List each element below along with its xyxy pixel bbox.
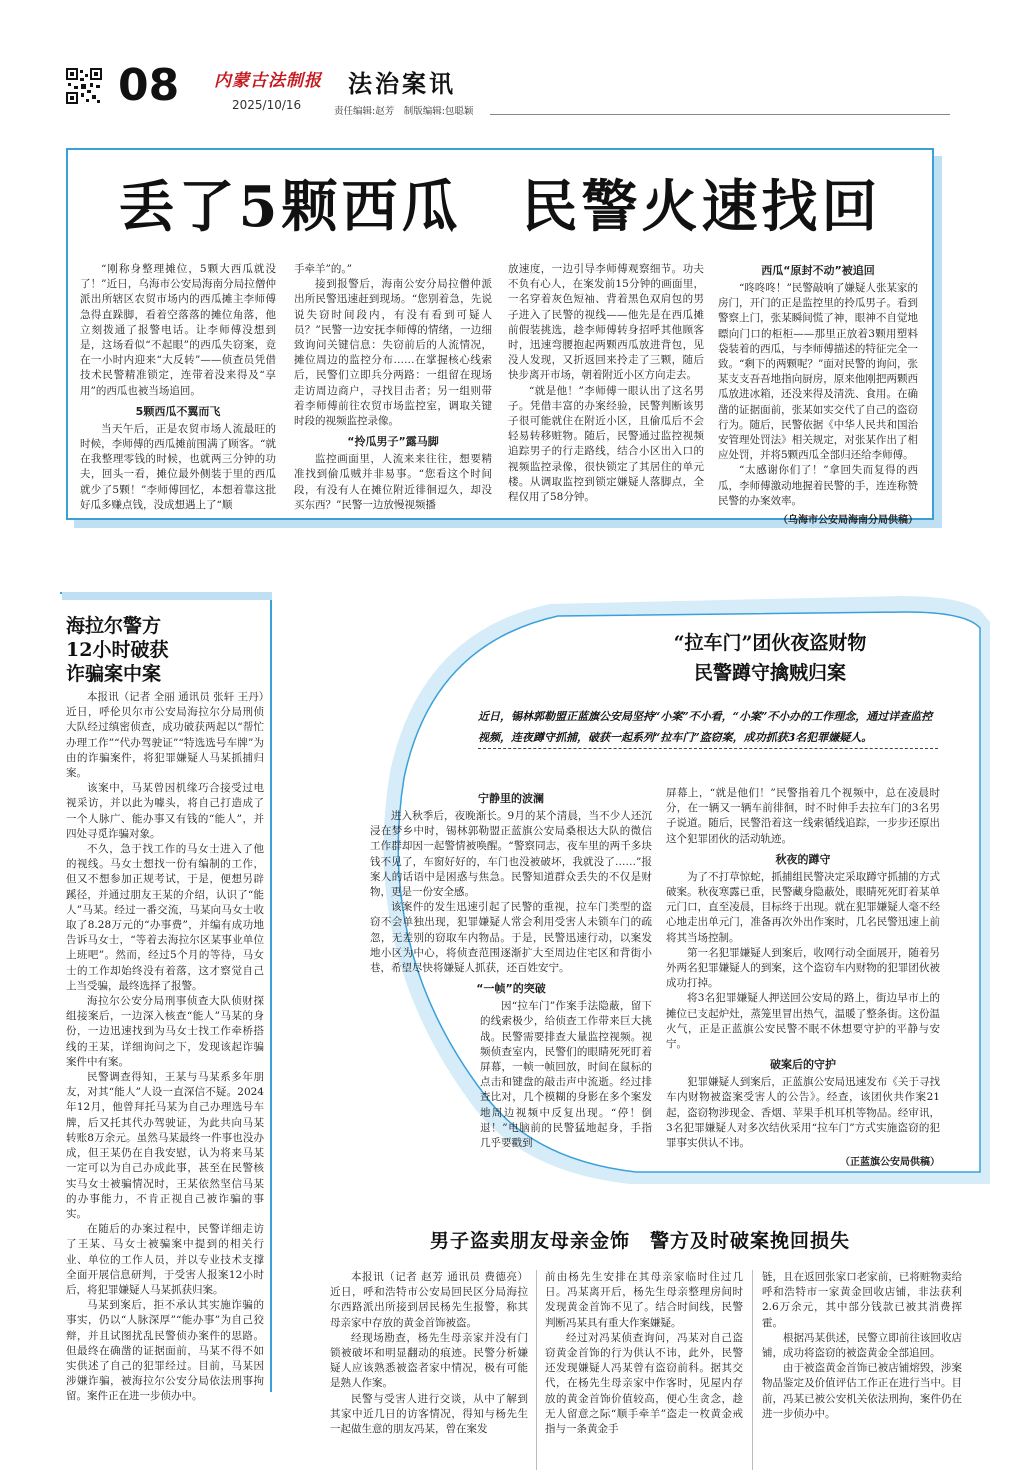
- left-article-body: [66, 690, 264, 1403]
- paragraph: 进入秋季后，夜晚渐长。9月的某个清晨，当不少人还沉浸在梦乡中时，锡林郭勒盟正蓝旗公安局桑根达大队的微信工作群却因一起警情被唤醒。“警察同志，夜车里的两千多块钱不见了，车窗好好的，车门也没被破坏，我就没了……”报案人的话语中是困惑与焦急。民警知道群众丢失的不仅是财物，更是一份安全感。: [370, 810, 652, 899]
- left-article-accent: [62, 592, 272, 600]
- issue-date: 2025/10/16: [232, 98, 302, 112]
- bottom-article-headline: 男子盗卖朋友母亲金饰 警方及时破案挽回损失: [429, 1230, 850, 1252]
- subheading: 秋夜的蹲守: [775, 852, 831, 866]
- subheading: 宁静里的波澜: [478, 792, 544, 805]
- bottom-article-column-1: [330, 1270, 528, 1480]
- paragraph: 第一名犯罪嫌疑人到案后，收网行动全面展开，随着另外两名犯罪嫌疑人的到案，这个盗窃车内财物的犯罪团伙被成功打掉。: [666, 946, 940, 990]
- article-credit: （正蓝旗公安局供稿）: [840, 1157, 940, 1169]
- headline-line: 民警蹲守擒贼归案: [693, 662, 846, 684]
- paragraph: 放速度，一边引导李师傅观察细节。功夫不负有心人，在案发前15分钟的画面里，一名穿着灰色短袖、背着黑色双肩包的男子进入了民警的视线——他先是在西瓜摊前假装挑选，趁李师傅转身招呼其他顾客时，迅速弯腰抱起两颗西瓜放进背包，见没人发现，又折返回来拎走了三颗，随后快步离开市场，朝着附近小区方向走去。: [508, 263, 704, 382]
- paragraph: 该案件的发生迅速引起了民警的重视，拉车门类型的盗窃不会单独出现，犯罪嫌疑人常会利用受害人未锁车门的疏忽，无差别的窃取车内物品。于是，民警迅速行动，以案发地小区为中心，将侦查范围逐渐扩大至周边住宅区和背街小巷，希望尽快将嫌疑人抓获，还百姓安宁。: [370, 901, 652, 975]
- top-article-column-3: [508, 262, 704, 514]
- paragraph: 屏幕上，“就是他们！”民警指着几个视频中，总在凌晨时分，在一辆又一辆车前徘徊，时不时伸手去拉车门的3名男子说道。随后，民警沿着这一线索循线追踪，一步步还原出这个犯罪团伙的活动轨迹。: [666, 787, 940, 845]
- paragraph: 前由杨先生安排在其母亲家临时住过几日。冯某离开后，杨先生母亲整理房间时发现黄金首饰不见了。结合时间线，民警判断冯某具有重大作案嫌疑。: [545, 1271, 743, 1329]
- paragraph: 为了不打草惊蛇，抓捕组民警决定采取蹲守抓捕的方式破案。秋夜寒露已重，民警藏身隐蔽处，眼睛死死盯着某单元门口，直至凌晨，目标终于出现。就在犯罪嫌疑人毫不经心地走出单元门，准备再次外出作案时，几名民警迅速上前将其当场控制。: [666, 870, 940, 944]
- lead-text: 近日，锡林郭勒盟正蓝旗公安局坚持“小案”不小看，“小案”不小办的工作理念，通过详查监控视频，连夜蹲守抓捕，破获一起系列“拉车门”盗窃案，成功抓获3名犯罪嫌疑人。: [478, 706, 938, 749]
- page-number: 08: [118, 60, 180, 111]
- paragraph: 因“拉车门”作案手法隐蔽，留下的线索极少，给侦查工作带来巨大挑战。民警需要排查大量监控视频。视频侦查室内，民警们的眼睛死死盯着屏幕，一帧一帧回放，时间在鼠标的点击和键盘的敲击声中流逝。经过排查比对，几个模糊的身影在多个案发地周边视频中反复出现。“停！倒退！”电脑前的民警猛地起身，手指几乎要戳到: [480, 1000, 652, 1150]
- top-article-headline: 丢了5颗西瓜 民警火速找回: [118, 174, 882, 240]
- column-divider: [752, 1270, 753, 1470]
- paragraph: 海拉尔公安分局刑事侦查大队侦财探组接案后，一边深入核查“能人”马某的身份，一边迅速找到为马女士找工作牵桥搭线的王某，详细询问之下，发现该起诈骗案件中有案。: [66, 995, 264, 1068]
- subheading: “一帧”的突破: [476, 982, 546, 996]
- paragraph: 本报讯（记者 赵芳 通讯员 费德亮）近日，呼和浩特市公安局回民区分局海拉尔西路派出所接到居民杨先生报警，称其母亲家中存放的黄金首饰被盗。: [330, 1271, 528, 1329]
- editor-credits: 责任编辑:赵芳 制版编辑:包聪颖: [334, 106, 474, 117]
- oval-article-column-1: [370, 786, 652, 1186]
- qr-code-icon: [66, 68, 102, 104]
- left-article-headline: [66, 614, 266, 686]
- newspaper-logo: 内蒙古法制报: [214, 71, 322, 91]
- paragraph: 经过对冯某侦查询问，冯某对自己盗窃黄金首饰的行为供认不讳，此外，民警还发现嫌疑人冯某曾有盗窃前科。据其交代，在杨先生母亲家中作客时，见屋内存放的黄金首饰价值较高，便心生贪念，趁无人留意之际“顺手牵羊”盗走一枚黄金戒指与一条黄金手: [545, 1331, 743, 1436]
- subheading: 5颗西瓜不翼而飞: [135, 404, 221, 418]
- paragraph: 民警调查得知，王某与马某系多年朋友，对其“能人”人设一直深信不疑。2024年12月，他曾拜托马某为自己办理选号车牌，后又托其代办驾驶证，为此共向马某转账8万余元。虽然马某最终一件事也没办成，但王某仍在自我安慰，认为将来马某一定可以为自己办成此事，甚至在民警核实马女士被骗情况时，王某依然坚信马某的办事能力，不肯正视自己被诈骗的事实。: [66, 1071, 264, 1220]
- paragraph: “刚称身整理摊位，5颗大西瓜就没了！”近日，乌海市公安局海南分局拉僧仲派出所辖区农贸市场内的西瓜摊主李师傅急得直跺脚，看着空落落的摊位角落，他立刻拨通了报警电话。让李师傅没想到是，这场看似“不起眼”的西瓜失窃案，竟在一小时内迎来“大反转”——侦查员凭借技术民警精准锁定，连带着没来得及“享用”的西瓜也被当场追回。: [80, 263, 276, 397]
- paragraph: 犯罪嫌疑人到案后，正蓝旗公安局迅速发布《关于寻找车内财物被盗案受害人的公告》。经查，该团伙共作案21起，盗窃物涉现金、香烟、苹果手机耳机等物品。经审讯，3名犯罪嫌疑人对多次结伙采用“拉车门”方式实施盗窃的犯罪事实供认不讳。: [666, 1076, 940, 1150]
- top-article-column-2: [294, 262, 492, 514]
- paragraph: “就是他！”李师傅一眼认出了这名男子。凭借丰富的办案经验，民警判断该男子很可能就住在附近小区，且偷瓜后不会轻易转移赃物。随后，民警通过监控视频追踪男子的行走路线，结合小区出入口的视频监控录像，很快锁定了其居住的单元楼。从调取监控到锁定嫌疑人落脚点，全程仅用了58分钟。: [508, 384, 704, 504]
- paragraph: 手牵羊”的。”: [294, 263, 352, 275]
- paragraph: 马某到案后，拒不承认其实施诈骗的事实，仍以“人脉深厚”“能办事”为自己狡辩，并且试图扰乱民警侦办案件的思路。但最终在确凿的证据面前，马某不得不如实供述了自己的犯罪经过。目前，马某因涉嫌诈骗，被海拉尔公安分局依法刑事拘留。案件正在进一步侦办中。: [66, 1299, 264, 1403]
- paragraph: 不久，急于找工作的马女士进入了他的视线。马女士想找一份有编制的工作，但又不想参加正规考试，于是，便想另辟蹊径，并通过朋友王某的介绍，认识了“能人”马某。经过一番交流，马某向马女士收取了8.28万元的“办事费”，并编有成功地告诉马女士，“等着去海拉尔区某事业单位上班吧”。然而，经过5个月的等待，马女士的工作却始终没有着落，这才察觉自己上当受骗，最终选择了报警。: [66, 843, 264, 992]
- paragraph: “咚咚咚！”民警敲响了嫌疑人张某家的房门，开门的正是监控里的拎瓜男子。看到警察上门，张某瞬间慌了神，眼神不自觉地瞟向门口的柜柜——那里正放着3颗用塑料袋装着的西瓜，与李师傅描述的特征完全一致。“剩下的两颗呢？”面对民警的询问，张某支支吾吾地指向厨房，原来他刚把两颗西瓜放进冰箱，还没来得及清洗、食用。在确凿的证据面前，张某如实交代了自己的盗窃行为。随后，民警依据《中华人民共和国治安管理处罚法》相关规定，对张某作出了相应处罚，并将5颗西瓜全部归还给李师傅。: [718, 282, 918, 462]
- section-title: 法治案讯: [348, 69, 456, 98]
- paragraph: 在随后的办案过程中，民警详细走访了王某、马女士被骗案中提到的相关行业、单位的工作人员，并以专业技术支撑全面开展信息研判，于受害人报案12小时后，将犯罪嫌疑人马某抓获归案。: [66, 1223, 264, 1296]
- subheading: “拎瓜男子”露马脚: [347, 435, 439, 449]
- subheading: 破案后的守护: [770, 1058, 836, 1072]
- subheading: 西瓜“原封不动”被追回: [761, 264, 875, 277]
- oval-article-lead: [478, 706, 938, 749]
- column-divider: [536, 1270, 537, 1470]
- top-article-column-4: [718, 262, 918, 527]
- headline-line: 海拉尔警方: [66, 615, 162, 637]
- paragraph: “太感谢你们了！”拿回失而复得的西瓜，李师傅激动地握着民警的手，连连称赞民警的办案效率。: [718, 464, 918, 507]
- paragraph: 监控画面里，人流来来往往，想要精准找到偷瓜贼并非易事。“您看这个时间段，有没有人在摊位附近徘徊逗久，却没买东西？”民警一边放慢视频播: [294, 453, 492, 511]
- paragraph: 接到报警后，海南公安分局拉僧仲派出所民警迅速赶到现场。“您别着急，先说说失窃时间段内，有没有看到可疑人员？”民警一边安抚李师傅的情绪，一边细致询问关键信息：失窃前后的人流情况，摊位周边的监控分布……在掌握核心线索后，民警们立即兵分两路：一组留在现场走访周边商户，寻找目击者；另一组则带着李师傅前往农贸市场监控室，调取关键时段的视频监控录像。: [294, 278, 492, 428]
- headline-line: 12小时破获: [66, 639, 169, 661]
- paragraph: 民警与受害人进行交谈，从中了解到其家中近几日的访客情况，得知与杨先生一起做生意的朋友冯某，曾在案发: [330, 1392, 528, 1436]
- bottom-article-column-3: [762, 1270, 962, 1480]
- paragraph: 链，且在返回张家口老家前，已将赃物卖给呼和浩特市一家黄金回收店铺，非法获利2.6万余元，其中部分钱款已被其消费挥霍。: [762, 1271, 962, 1329]
- paragraph: 由于被盗黄金首饰已被店铺熔毁，涉案物品鉴定及价值评估工作正在进行当中。目前，冯某已被公安机关依法刑拘，案件仍在进一步侦办中。: [762, 1362, 962, 1420]
- top-article-column-1: [80, 262, 276, 514]
- paragraph: 该案中，马某曾因机缘巧合接受过电视采访，并以此为噱头，将自己打造成了一个人脉广、能办事又有钱的“能人”，并四处寻觅诈骗对象。: [66, 782, 264, 840]
- header-divider: [490, 114, 950, 115]
- paragraph: 当天午后，正是农贸市场人流最旺的时候，李师傅的西瓜摊前围满了顾客。“就在我整理零钱的时候，也就两三分钟的功夫，回头一看，摊位最外侧装于里的西瓜就少了5颗！”李师傅回忆，本想着靠这批好瓜多赚点钱，没成想遇上了“顺: [80, 422, 276, 511]
- article-credit: （乌海市公安局海南分局供稿）: [778, 515, 918, 527]
- paragraph: 本报讯（记者 全丽 通讯员 张轩 王丹）近日，呼伦贝尔市公安局海拉尔分局刑侦大队经过缜密侦查，成功破获两起以“帮忙办理工作”“代办驾驶证”“特选选号车牌”为由的诈骗案件，将犯罪嫌疑人马某抓捕归案。: [66, 691, 264, 780]
- headline-line: “拉车门”团伙夜盗财物: [673, 632, 867, 654]
- oval-article-column-2: [666, 786, 940, 1186]
- oval-article-headline: [610, 628, 930, 688]
- headline-line: 诈骗案中案: [66, 663, 162, 685]
- paragraph: 经现场勘查，杨先生母亲家并没有门锁被破坏和明显翻动的痕迹。民警分析嫌疑人应该熟悉被盗者家中情况，极有可能是熟人作案。: [330, 1331, 528, 1390]
- paragraph: 根据冯某供述，民警立即前往该回收店铺，成功将盗窃的被盗黄金全部追回。: [762, 1331, 962, 1360]
- bottom-article-column-2: [545, 1270, 743, 1480]
- paragraph: 将3名犯罪嫌疑人押送回公安局的路上，街边早市上的摊位已支起炉灶，蒸笼里冒出热气，温暖了整条街。这份温火气，正是正蓝旗公安民警不眠不休想要守护的平静与安宁。: [666, 992, 940, 1051]
